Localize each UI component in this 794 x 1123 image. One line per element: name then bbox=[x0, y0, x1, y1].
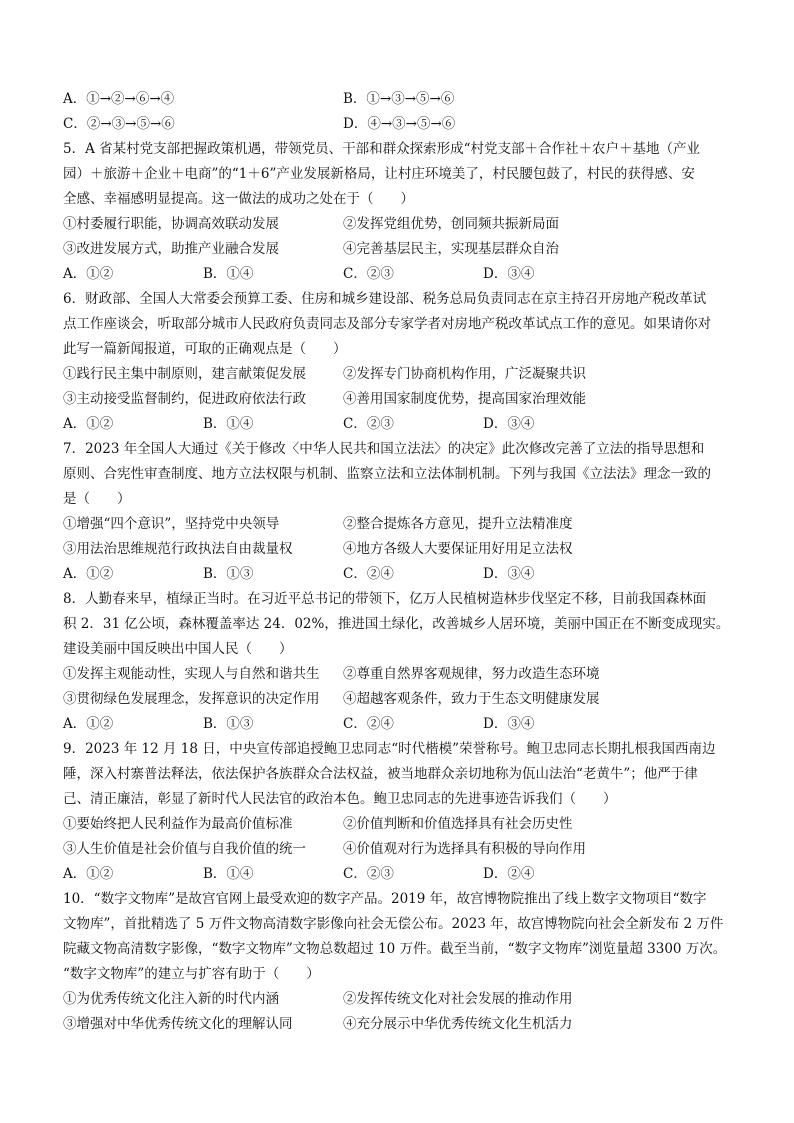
q8-item-2: ②尊重自然界客观规律，努力改造生态环境 bbox=[343, 666, 600, 682]
q9-stem-line-2: 陲，深入村寨普法释法，依法保护各族群众合法权益，被当地群众亲切地称为佤山法治“老黄牛”；他严于律 bbox=[63, 766, 698, 782]
q7-items-row-2 bbox=[63, 537, 743, 562]
q7-option-c[interactable]: C．②④ bbox=[343, 566, 394, 582]
q9-option-c[interactable]: C．②③ bbox=[343, 866, 394, 882]
q10-stem-line-2: 文物库”，首批精选了 5 万件文物高清数字影像向社会无偿公布。2023 年，故宫博物院向社会全新发布 2 万件 bbox=[63, 916, 724, 932]
q5-items-row-2 bbox=[63, 237, 743, 262]
q9-items-row-2 bbox=[63, 837, 743, 862]
q10-item-4: ④充分展示中华优秀传统文化生机活力 bbox=[343, 1016, 573, 1032]
q8-option-a[interactable]: A．①② bbox=[63, 716, 114, 732]
q9-stem-line-1: 9．2023 年 12 月 18 日，中央宣传部追授鲍卫忠同志“时代楷模”荣誉称号。鲍卫忠同志长期扎根我国西南边 bbox=[63, 741, 716, 757]
q6-item-3: ③主动接受监督制约，促进政府依法行政 bbox=[63, 391, 306, 407]
q10-items-row-2 bbox=[63, 1012, 743, 1037]
q10-stem-line-1: 10．“数字文物库”是故宫官网上最受欢迎的数字产品。2019 年，故宫博物院推出了线上数字文物项目“数字 bbox=[63, 891, 707, 907]
q9-item-3: ③人生价值是社会价值与自我价值的统一 bbox=[63, 841, 306, 857]
q9-items-row-1 bbox=[63, 812, 743, 837]
q4-option-c[interactable]: C．②→③→⑤→⑥ bbox=[63, 116, 175, 132]
q7-option-b[interactable]: B．①③ bbox=[203, 566, 254, 582]
q5-option-a[interactable]: A．①② bbox=[63, 266, 114, 282]
q5-item-2: ②发挥党组优势，创同频共振新局面 bbox=[343, 216, 559, 232]
q8-stem-line-2: 积 2．31 亿公顷，森林覆盖率达 24．02%，推进国土绿化，改善城乡人居环境，美丽中国正在不断变成现实。 bbox=[63, 616, 730, 632]
q7-options bbox=[63, 562, 743, 587]
q7-item-1: ①增强“四个意识”，坚持党中央领导 bbox=[63, 516, 280, 532]
q6-item-4: ④善用国家制度优势，提高国家治理效能 bbox=[343, 391, 586, 407]
q5-option-d[interactable]: D．③④ bbox=[483, 266, 535, 282]
q10-stem-line-3: 院藏文物高清数字影像，“数字文物库”文物总数超过 10 万件。截至当前，“数字文物库”浏览量超 3300 万次。 bbox=[63, 941, 727, 957]
q9-options bbox=[63, 862, 743, 887]
q10-stem-line-4: “数字文物库”的建立与扩容有助于（ ） bbox=[63, 966, 320, 982]
q6-option-d[interactable]: D．③④ bbox=[483, 416, 535, 432]
q6-stem-line-1: 6．财政部、全国人大常委会预算工委、住房和城乡建设部、税务总局负责同志在京主持召开房地产税改革试 bbox=[63, 291, 707, 307]
q8-stem-line-3: 建设美丽中国反映出中国人民（ ） bbox=[63, 641, 293, 657]
q7-item-4: ④地方各级人大要保证用好用足立法权 bbox=[343, 541, 573, 557]
q5-item-3: ③改进发展方式，助推产业融合发展 bbox=[63, 241, 279, 257]
q5-stem-line-2: 园）＋旅游＋企业＋电商”的“1＋6”产业发展新格局，让村庄环境美了，村民腰包鼓了，村民的获得感、安 bbox=[63, 166, 695, 182]
q5-options bbox=[63, 262, 743, 287]
q10-item-3: ③增强对中华优秀传统文化的理解认同 bbox=[63, 1016, 293, 1032]
q7-stem-line-2: 原则、合宪性审查制度、地方立法权限与机制、监察立法和立法体制机制。下列与我国《立法法》理念一致的 bbox=[63, 466, 711, 482]
q8-item-3: ③贯彻绿色发展理念，发挥意识的决定作用 bbox=[63, 691, 320, 707]
q10-item-2: ②发挥传统文化对社会发展的推动作用 bbox=[343, 991, 573, 1007]
q9-option-d[interactable]: D．②④ bbox=[483, 866, 535, 882]
q6-items-row-1 bbox=[63, 362, 743, 387]
q7-stem-line-3: 是（ ） bbox=[63, 491, 131, 507]
q6-option-b[interactable]: B．①④ bbox=[203, 416, 254, 432]
q7-items-row-1 bbox=[63, 512, 743, 537]
q8-option-c[interactable]: C．②④ bbox=[343, 716, 394, 732]
q6-item-2: ②发挥专门协商机构作用，广泛凝聚共识 bbox=[343, 366, 586, 382]
q9-item-1: ①要始终把人民利益作为最高价值标准 bbox=[63, 816, 293, 832]
q6-option-a[interactable]: A．①② bbox=[63, 416, 114, 432]
q6-item-1: ①践行民主集中制原则，建言献策促发展 bbox=[63, 366, 306, 382]
q5-option-c[interactable]: C．②③ bbox=[343, 266, 394, 282]
q6-option-c[interactable]: C．②③ bbox=[343, 416, 394, 432]
q5-item-4: ④完善基层民主，实现基层群众自治 bbox=[343, 241, 559, 257]
q7-item-2: ②整合提炼各方意见，提升立法精准度 bbox=[343, 516, 573, 532]
q7-option-d[interactable]: D．③④ bbox=[483, 566, 535, 582]
q9-item-4: ④价值观对行为选择具有积极的导向作用 bbox=[343, 841, 586, 857]
q8-items-row-1 bbox=[63, 662, 743, 687]
q6-options bbox=[63, 412, 743, 437]
q8-option-b[interactable]: B．①③ bbox=[203, 716, 254, 732]
q10-item-1: ①为优秀传统文化注入新的时代内涵 bbox=[63, 991, 279, 1007]
q5-stem-line-3: 全感、幸福感明显提高。这一做法的成功之处在于（ ） bbox=[63, 191, 414, 207]
q7-stem-line-1: 7．2023 年全国人大通过《关于修改〈中华人民共和国立法法〉的决定》此次修改完善了立法的指导思想和 bbox=[63, 441, 705, 457]
q5-item-1: ①村委履行职能，协调高效联动发展 bbox=[63, 216, 279, 232]
q6-stem-line-2: 点工作座谈会，听取部分城市人民政府负责同志及部分专家学者对房地产税改革试点工作的意见。如果请你对 bbox=[63, 316, 711, 332]
q8-stem-line-1: 8．人勤春来早，植绿正当时。在习近平总书记的带领下，亿万人民植树造林步伐坚定不移，目前我国森林面 bbox=[63, 591, 707, 607]
q10-items-row-1 bbox=[63, 987, 743, 1012]
q4-options-row-1 bbox=[63, 87, 743, 112]
q8-items-row-2 bbox=[63, 687, 743, 712]
q5-items-row-1 bbox=[63, 212, 743, 237]
q4-option-a[interactable]: A．①→②→⑥→④ bbox=[63, 91, 175, 107]
q9-stem-line-3: 己、清正廉洁，彰显了新时代人民法官的政治本色。鲍卫忠同志的先进事迹告诉我们（ ） bbox=[63, 791, 617, 807]
q5-stem-line-1: 5．A 省某村党支部把握政策机遇，带领党员、干部和群众探索形成“村党支部＋合作社＋农户＋基地（产业 bbox=[63, 141, 701, 157]
q4-option-d[interactable]: D．④→③→⑤→⑥ bbox=[343, 116, 456, 132]
q6-items-row-2 bbox=[63, 387, 743, 412]
q8-option-d[interactable]: D．③④ bbox=[483, 716, 535, 732]
q8-options bbox=[63, 712, 743, 737]
q4-option-b[interactable]: B．①→③→⑤→⑥ bbox=[343, 91, 455, 107]
q7-option-a[interactable]: A．①② bbox=[63, 566, 114, 582]
q9-option-a[interactable]: A．①② bbox=[63, 866, 114, 882]
q8-item-4: ④超越客观条件，致力于生态文明健康发展 bbox=[343, 691, 600, 707]
q4-options-row-2 bbox=[63, 112, 743, 137]
q7-item-3: ③用法治思维规范行政执法自由裁量权 bbox=[63, 541, 293, 557]
q9-item-2: ②价值判断和价值选择具有社会历史性 bbox=[343, 816, 573, 832]
q8-item-1: ①发挥主观能动性，实现人与自然和谐共生 bbox=[63, 666, 320, 682]
q9-option-b[interactable]: B．①④ bbox=[203, 866, 254, 882]
q6-stem-line-3: 此写一篇新闻报道，可取的正确观点是（ ） bbox=[63, 341, 347, 357]
q5-option-b[interactable]: B．①④ bbox=[203, 266, 254, 282]
